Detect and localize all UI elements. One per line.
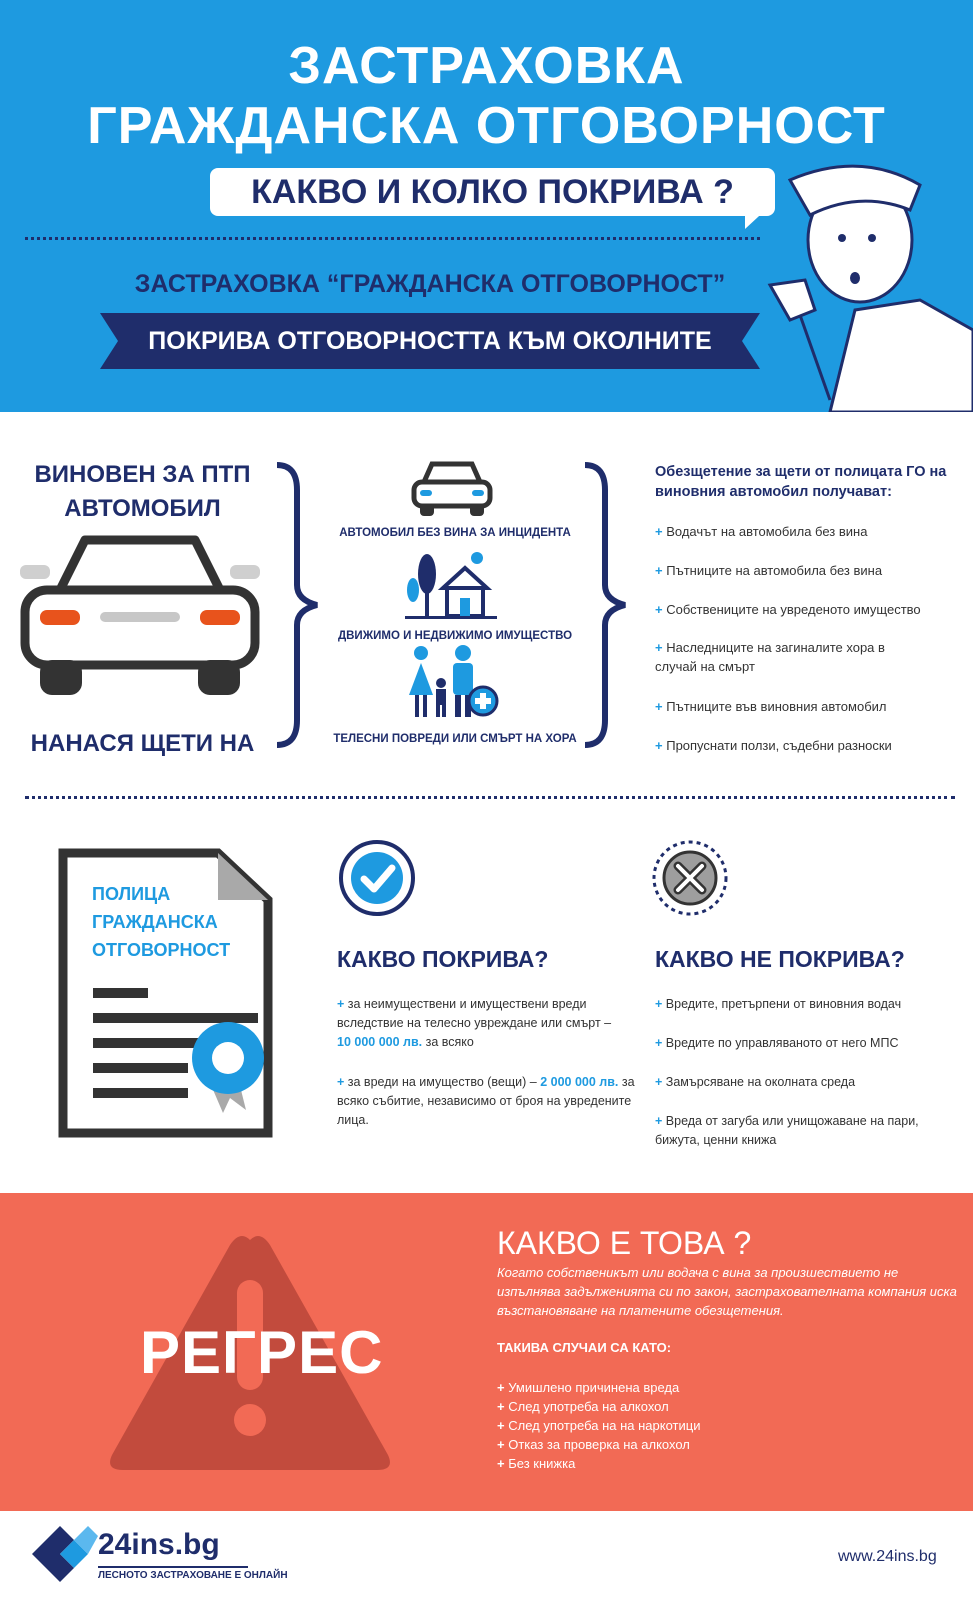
case-item: + Умишлено причинена вреда <box>497 1380 680 1395</box>
category-injuries: ТЕЛЕСНИ ПОВРЕДИ ИЛИ СМЪРТ НА ХОРА <box>333 733 577 745</box>
covers-item-injury: + за неимуществени и имуществени вреди вследствие на телесно увреждане или смърт – 10 000 000 лв. за всяко <box>337 997 612 1049</box>
policy-doc-title: ПОЛИЦА ГРАЖДАНСКА ОТГОВОРНОСТ <box>92 884 231 960</box>
recipient-item: + Собствениците на увреденото имущество <box>655 602 921 617</box>
pointing-man-illustration <box>760 160 973 412</box>
dotted-divider <box>25 237 760 240</box>
tagline-divider <box>98 1566 248 1568</box>
ribbon-text: ПОКРИВА ОТГОВОРНОСТТА КЪМ ОКОЛНИТЕ <box>148 327 712 355</box>
covers-item-property: + за вреди на имущество (вещи) – 2 000 000 лв. за всяко събитие, независимо от броя на увредените лица. <box>337 1075 635 1127</box>
recipient-item: + Пътниците на автомобила без вина <box>655 563 883 578</box>
covers-heading: КАКВО ПОКРИВА? <box>337 946 549 972</box>
regress-title: РЕГРЕС <box>140 1319 384 1386</box>
case-item: + След употреба на алкохол <box>497 1399 669 1414</box>
recipient-item: + Водачът на автомобила без вина <box>655 524 868 539</box>
not-covers-heading: КАКВО НЕ ПОКРИВА? <box>655 946 905 972</box>
cross-circle-icon <box>650 838 730 918</box>
logo-tagline: ЛЕСНОТО ЗАСТРАХОВАНЕ Е ОНЛАЙН <box>98 1570 288 1581</box>
right-brace <box>580 460 630 750</box>
case-item: + Отказ за проверка на алкохол <box>497 1437 690 1452</box>
check-circle-icon <box>337 838 417 918</box>
regress-description: Когато собственикът или водача с вина за произшествието не изпълнява задълженията си по закон, застрахователната компания иска възстановяване на платените обезщетения. <box>497 1265 957 1318</box>
recipients-heading: Обезщетение за щети от полицата ГО на виновния автомобил получават: <box>655 464 947 500</box>
what-is-it-heading: КАКВО Е ТОВА ? <box>497 1225 752 1261</box>
innocent-car-icon <box>410 460 494 520</box>
subtitle: ЗАСТРАХОВКА “ГРАЖДАНСКА ОТГОВОРНОСТ” <box>134 270 726 298</box>
cases-heading: ТАКИВА СЛУЧАИ СА КАТО: <box>497 1340 672 1355</box>
website-link[interactable]: www.24ins.bg <box>838 1548 937 1565</box>
logo-wordmark[interactable]: 24ins.bg <box>98 1528 220 1561</box>
recipient-item: + Наследниците на загиналите хора в случай на смърт <box>655 640 885 674</box>
recipient-item: + Пътниците във виновния автомобил <box>655 699 887 714</box>
property-icon <box>405 552 497 622</box>
left-brace <box>272 460 322 750</box>
title-line-1: ЗАСТРАХОВКА <box>288 37 685 95</box>
logo-icon[interactable] <box>30 1523 100 1585</box>
not-covers-item: + Замърсяване на околната среда <box>655 1075 856 1089</box>
not-covers-item: + Вредите, претърпени от виновния водач <box>655 997 902 1011</box>
damages-to-label: НАНАСЯ ЩЕТИ НА <box>30 730 255 757</box>
people-icon <box>405 645 501 719</box>
title-line-2: ГРАЖДАНСКА ОТГОВОРНОСТ <box>87 97 886 155</box>
case-item: + Без книжка <box>497 1456 576 1471</box>
case-item: + След употреба на на наркотици <box>497 1418 701 1433</box>
category-property: ДВИЖИМО И НЕДВИЖИМО ИМУЩЕСТВО <box>337 630 573 642</box>
guilty-car-icon <box>20 530 260 700</box>
category-innocent-car: АВТОМОБИЛ БЕЗ ВИНА ЗА ИНЦИДЕНТА <box>339 527 571 539</box>
recipient-item: + Пропуснати ползи, съдебни разноски <box>655 738 892 753</box>
guilty-car-label: ВИНОВЕН ЗА ПТП АВТОМОБИЛ <box>34 461 251 522</box>
not-covers-item: + Вредите по управляваното от него МПС <box>655 1036 899 1050</box>
not-covers-item: + Вреда от загуба или унищожаване на пари, бижута, ценни книжа <box>655 1114 919 1147</box>
question-bubble: КАКВО И КОЛКО ПОКРИВА ? <box>210 168 775 216</box>
dotted-divider <box>25 796 955 799</box>
